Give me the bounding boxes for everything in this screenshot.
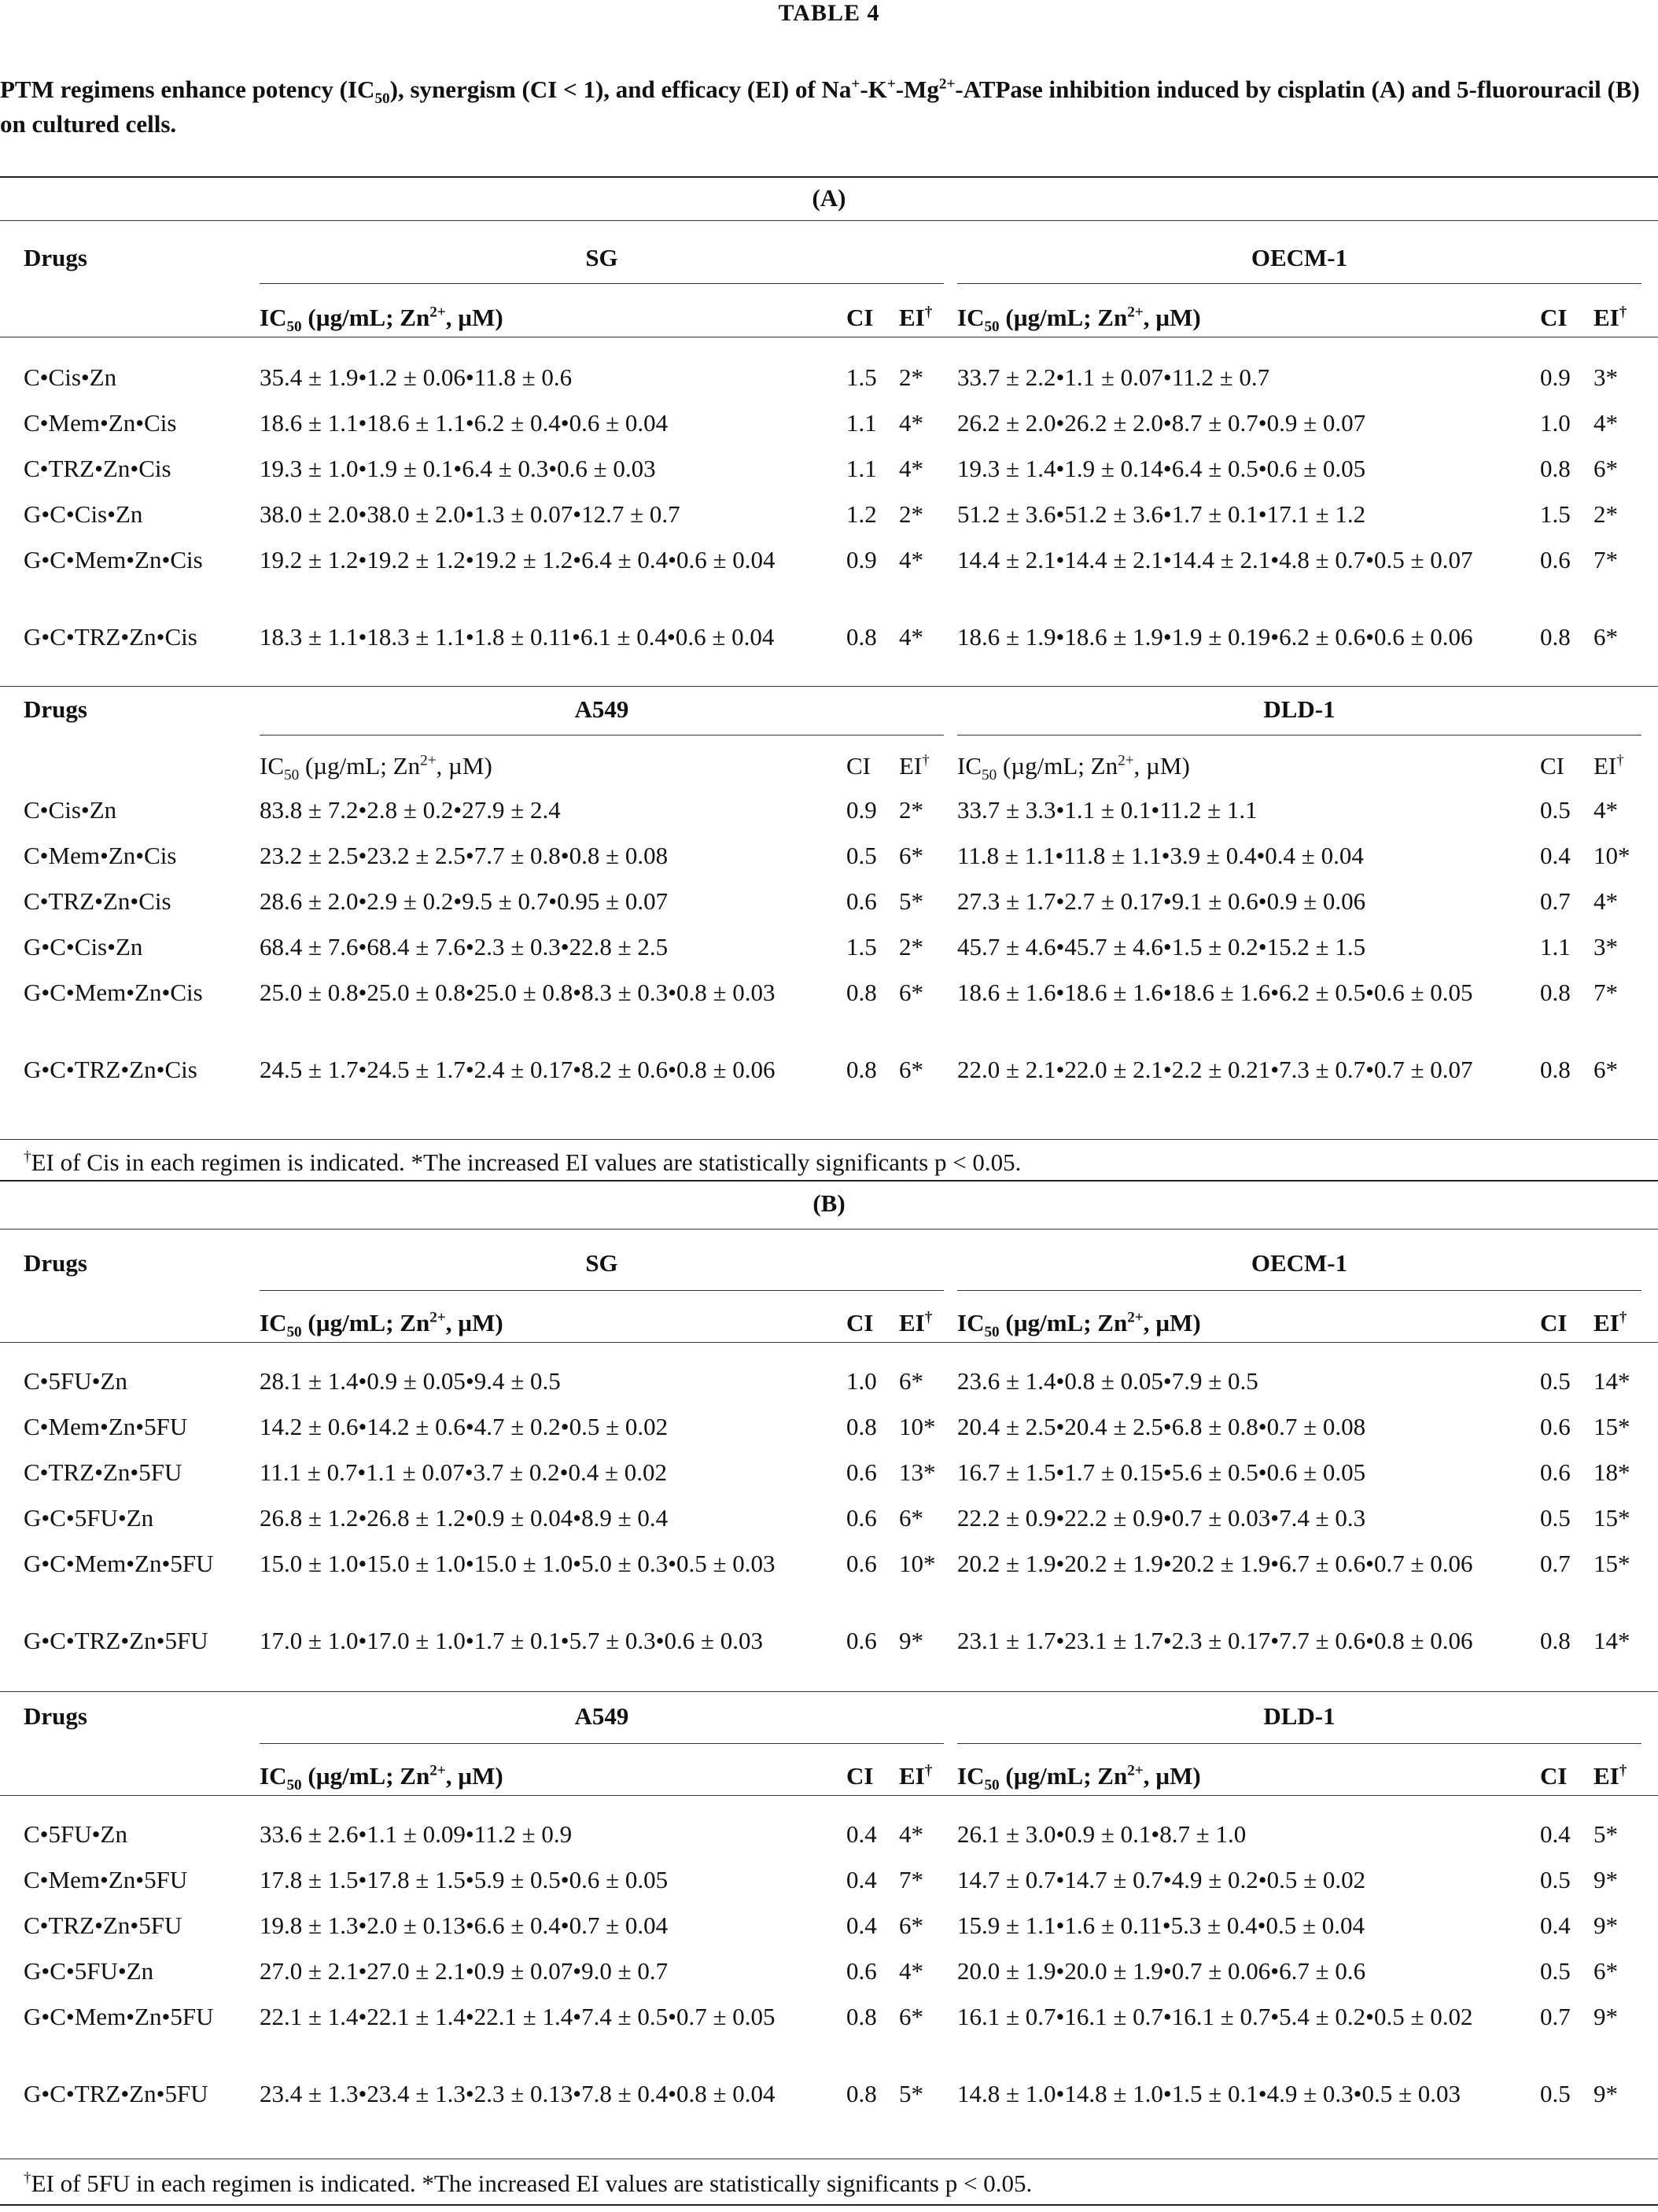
ic50-header: $IC_{50}$ (µg/mL; $Zn^{2+}$, µM) [260,304,503,336]
ci-value: 1.0 [1540,409,1571,437]
ic50-value: 18.6 ± 1.9•18.6 ± 1.9•1.9 ± 0.19•6.2 ± 0.6•0.6 ± 0.06 [957,623,1473,651]
ei-value: 2* [899,933,923,960]
drug-name: C•Mem•Zn•Cis [24,842,177,869]
ic50-value: 23.2 ± 2.5•23.2 ± 2.5•7.7 ± 0.8•0.8 ± 0.08 [260,842,669,869]
ic50-value: 18.3 ± 1.1•18.3 ± 1.1•1.8 ± 0.11•6.1 ± 0.4•0.6 ± 0.04 [260,623,775,651]
ic50-value: 18.6 ± 1.6•18.6 ± 1.6•18.6 ± 1.6•6.2 ± 0.5•0.6 ± 0.05 [957,979,1473,1006]
ei-header: EI† [1594,1762,1627,1790]
ic50-header: $IC_{50}$ (µg/mL; $Zn^{2+}$, µM) [260,1762,503,1794]
drug-name: C•TRZ•Zn•5FU [24,1912,182,1939]
ic50-header: $IC_{50}$ (µg/mL; $Zn^{2+}$, µM) [260,1309,503,1341]
ei-value: 13* [899,1458,936,1486]
ci-value: 1.2 [846,500,877,528]
ei-value: 4* [899,1820,923,1848]
cell-line-header: A549 [574,1702,629,1730]
ic50-value: 20.0 ± 1.9•20.0 ± 1.9•0.7 ± 0.06•6.7 ± 0.6 [957,1957,1366,1985]
ci-value: 0.8 [846,979,877,1006]
ei-header: EI† [1594,304,1627,331]
ci-value: 0.5 [846,842,877,869]
ei-header: EI† [899,752,930,780]
ei-value: 2* [899,796,923,824]
ci-header: CI [846,1309,874,1336]
drugs-header: Drugs [24,244,87,271]
ic50-value: 22.0 ± 2.1•22.0 ± 2.1•2.2 ± 0.21•7.3 ± 0.7•0.7 ± 0.07 [957,1056,1473,1083]
block-rule [0,1691,1658,1692]
ci-value: 0.7 [1540,2003,1571,2030]
ei-value: 4* [1594,409,1618,437]
drug-name: C•Cis•Zn [24,796,117,824]
ei-value: 14* [1594,1367,1630,1395]
ci-value: 0.8 [1540,1627,1571,1654]
ei-value: 2* [899,363,923,391]
drugs-header: Drugs [24,1702,87,1730]
ci-value: 0.5 [1540,1866,1571,1893]
ei-value: 10* [899,1413,936,1440]
ci-value: 1.5 [1540,500,1571,528]
drugs-header: Drugs [24,1249,87,1277]
ic50-value: 11.8 ± 1.1•11.8 ± 1.1•3.9 ± 0.4•0.4 ± 0.04 [957,842,1364,869]
ci-value: 1.5 [846,933,877,960]
ci-value: 1.1 [1540,933,1571,960]
ei-value: 4* [899,455,923,482]
ei-value: 4* [899,1957,923,1985]
cell-line-header: A549 [574,695,629,723]
footnote: †EI of 5FU in each regimen is indicated. *The increased EI values are statistically significants p < 0.05. [24,2170,1033,2197]
ci-value: 0.5 [1540,1957,1571,1985]
ei-value: 9* [1594,1912,1618,1939]
ci-value: 0.8 [1540,979,1571,1006]
ci-value: 0.8 [846,1056,877,1083]
ic50-value: 17.0 ± 1.0•17.0 ± 1.0•1.7 ± 0.1•5.7 ± 0.3•0.6 ± 0.03 [260,1627,763,1654]
ci-value: 0.6 [1540,1413,1571,1440]
cell-line-underline [957,1743,1641,1744]
ei-value: 7* [1594,979,1618,1006]
ci-value: 1.1 [846,409,877,437]
drug-name: C•TRZ•Zn•5FU [24,1458,182,1486]
cell-line-underline [957,1290,1641,1291]
cell-line-header: SG [585,1249,618,1277]
drug-name: G•C•5FU•Zn [24,1504,154,1532]
drug-name: C•TRZ•Zn•Cis [24,455,171,482]
ic50-header: $IC_{50}$ (µg/mL; $Zn^{2+}$, µM) [957,304,1201,336]
drug-name: G•C•Mem•Zn•Cis [24,979,203,1006]
ei-value: 15* [1594,1504,1630,1532]
ic50-value: 11.1 ± 0.7•1.1 ± 0.07•3.7 ± 0.2•0.4 ± 0.02 [260,1458,667,1486]
drug-name: G•C•Mem•Zn•Cis [24,546,203,573]
cell-line-header: DLD-1 [1263,695,1336,723]
ic50-value: 28.6 ± 2.0•2.9 ± 0.2•9.5 ± 0.7•0.95 ± 0.07 [260,887,669,915]
ei-value: 3* [1594,363,1618,391]
footnote-rule [0,1139,1658,1140]
ic50-value: 19.3 ± 1.4•1.9 ± 0.14•6.4 ± 0.5•0.6 ± 0.05 [957,455,1366,482]
ci-value: 0.9 [1540,363,1571,391]
ci-value: 0.6 [1540,1458,1571,1486]
ic50-value: 22.2 ± 0.9•22.2 ± 0.9•0.7 ± 0.03•7.4 ± 0.3 [957,1504,1366,1532]
drug-name: G•C•TRZ•Zn•5FU [24,1627,208,1654]
ci-value: 0.8 [846,2003,877,2030]
ic50-value: 51.2 ± 3.6•51.2 ± 3.6•1.7 ± 0.1•17.1 ± 1.2 [957,500,1366,528]
cell-line-underline [260,1743,944,1744]
panel-end-rule [0,1180,1658,1182]
ic50-value: 24.5 ± 1.7•24.5 ± 1.7•2.4 ± 0.17•8.2 ± 0.6•0.8 ± 0.06 [260,1056,776,1083]
ci-value: 0.7 [1540,887,1571,915]
ic50-value: 15.9 ± 1.1•1.6 ± 0.11•5.3 ± 0.4•0.5 ± 0.04 [957,1912,1365,1939]
ei-value: 6* [899,1367,923,1395]
ci-value: 0.8 [1540,1056,1571,1083]
ic50-value: 45.7 ± 4.6•45.7 ± 4.6•1.5 ± 0.2•15.2 ± 1.5 [957,933,1366,960]
ic50-value: 19.2 ± 1.2•19.2 ± 1.2•19.2 ± 1.2•6.4 ± 0.4•0.6 ± 0.04 [260,546,776,573]
cell-line-underline [260,283,944,284]
ei-value: 4* [899,409,923,437]
ci-value: 0.4 [846,1912,877,1939]
ci-value: 0.9 [846,796,877,824]
ic50-value: 19.8 ± 1.3•2.0 ± 0.13•6.6 ± 0.4•0.7 ± 0.04 [260,1912,669,1939]
ei-value: 14* [1594,1627,1630,1654]
ei-value: 7* [1594,546,1618,573]
ei-value: 2* [899,500,923,528]
panel-label-rule [0,220,1658,221]
header-rule [0,1342,1658,1343]
table-caption: PTM regimens enhance potency $(IC_{50})$, synergism (CI < 1), and efficacy (EI) of $Na^+-K^+-Mg^{2+}$-ATPase inhibition induced by cisplatin (A) and 5-fluorouracil (B) on cultured cells. [0,76,1640,138]
ei-value: 6* [899,979,923,1006]
ci-value: 0.6 [1540,546,1571,573]
panel-label-rule [0,1229,1658,1230]
ci-value: 0.6 [846,1957,877,1985]
ci-value: 1.5 [846,363,877,391]
footnote-text: EI of 5FU in each regimen is indicated. *The increased EI values are statistically significants p < 0.05. [31,2170,1033,2197]
drug-name: G•C•Mem•Zn•5FU [24,2003,214,2030]
drug-name: C•Cis•Zn [24,363,117,391]
ic50-value: 33.6 ± 2.6•1.1 ± 0.09•11.2 ± 0.9 [260,1820,573,1848]
header-rule [0,1795,1658,1796]
ic50-value: 35.4 ± 1.9•1.2 ± 0.06•11.8 ± 0.6 [260,363,573,391]
ci-value: 0.7 [1540,1550,1571,1577]
ic50-value: 68.4 ± 7.6•68.4 ± 7.6•2.3 ± 0.3•22.8 ± 2.5 [260,933,669,960]
ic50-value: 16.7 ± 1.5•1.7 ± 0.15•5.6 ± 0.5•0.6 ± 0.05 [957,1458,1366,1486]
cell-line-underline [957,283,1641,284]
drug-name: C•Mem•Zn•5FU [24,1866,188,1893]
drug-name: G•C•Mem•Zn•5FU [24,1550,214,1577]
ic50-value: 20.4 ± 2.5•20.4 ± 2.5•6.8 ± 0.8•0.7 ± 0.08 [957,1413,1366,1440]
ic50-value: 26.8 ± 1.2•26.8 ± 1.2•0.9 ± 0.04•8.9 ± 0.4 [260,1504,669,1532]
block-rule [0,686,1658,687]
ei-header: EI† [899,304,933,331]
ci-header: CI [846,1762,874,1790]
ei-value: 4* [1594,796,1618,824]
ic50-value: 17.8 ± 1.5•17.8 ± 1.5•5.9 ± 0.5•0.6 ± 0.05 [260,1866,669,1893]
ei-header: EI† [1594,1309,1627,1336]
ei-value: 15* [1594,1550,1630,1577]
ci-header: CI [1540,304,1568,331]
ci-header: CI [1540,1309,1568,1336]
ei-value: 6* [1594,623,1618,651]
ei-header: EI† [1594,752,1624,780]
ci-header: CI [1540,752,1564,780]
ci-value: 0.4 [1540,1820,1571,1848]
ic50-value: 16.1 ± 0.7•16.1 ± 0.7•16.1 ± 0.7•5.4 ± 0.2•0.5 ± 0.02 [957,2003,1473,2030]
drug-name: G•C•TRZ•Zn•Cis [24,1056,197,1083]
drug-name: C•5FU•Zn [24,1367,127,1395]
ci-value: 0.5 [1540,2080,1571,2107]
ei-value: 10* [899,1550,936,1577]
ci-value: 0.8 [1540,623,1571,651]
ci-value: 0.6 [846,1504,877,1532]
ic50-value: 25.0 ± 0.8•25.0 ± 0.8•25.0 ± 0.8•8.3 ± 0.3•0.8 ± 0.03 [260,979,776,1006]
ei-value: 9* [1594,1866,1618,1893]
ic50-value: 33.7 ± 3.3•1.1 ± 0.1•11.2 ± 1.1 [957,796,1258,824]
ic50-value: 28.1 ± 1.4•0.9 ± 0.05•9.4 ± 0.5 [260,1367,561,1395]
drug-name: G•C•5FU•Zn [24,1957,154,1985]
ei-value: 10* [1594,842,1630,869]
ic50-value: 38.0 ± 2.0•38.0 ± 2.0•1.3 ± 0.07•12.7 ± 0.7 [260,500,680,528]
cell-line-header: OECM-1 [1251,244,1348,271]
table-label: TABLE 4 [778,0,880,26]
ic50-value: 14.7 ± 0.7•14.7 ± 0.7•4.9 ± 0.2•0.5 ± 0.02 [957,1866,1366,1893]
ei-value: 3* [1594,933,1618,960]
ic50-value: 14.8 ± 1.0•14.8 ± 1.0•1.5 ± 0.1•4.9 ± 0.3•0.5 ± 0.03 [957,2080,1461,2107]
panel-end-rule [0,2204,1658,2206]
ei-value: 4* [899,623,923,651]
ci-value: 0.8 [846,1413,877,1440]
ei-value: 5* [899,887,923,915]
ei-value: 9* [1594,2003,1618,2030]
ei-value: 2* [1594,500,1618,528]
ei-value: 4* [1594,887,1618,915]
cell-line-underline [260,1290,944,1291]
ei-value: 6* [1594,455,1618,482]
ci-value: 0.4 [1540,1912,1571,1939]
ci-value: 1.0 [846,1367,877,1395]
ci-value: 0.6 [846,887,877,915]
ei-value: 9* [1594,2080,1618,2107]
panel-label: (A) [812,184,846,212]
ei-value: 5* [1594,1820,1618,1848]
drug-name: C•TRZ•Zn•Cis [24,887,171,915]
ci-value: 0.6 [846,1550,877,1577]
ic50-value: 83.8 ± 7.2•2.8 ± 0.2•27.9 ± 2.4 [260,796,561,824]
ci-value: 0.4 [846,1866,877,1893]
ic50-value: 23.6 ± 1.4•0.8 ± 0.05•7.9 ± 0.5 [957,1367,1258,1395]
ic50-value: 22.1 ± 1.4•22.1 ± 1.4•22.1 ± 1.4•7.4 ± 0.5•0.7 ± 0.05 [260,2003,776,2030]
ic50-value: 33.7 ± 2.2•1.1 ± 0.07•11.2 ± 0.7 [957,363,1270,391]
drugs-header: Drugs [24,695,87,723]
cell-line-header: OECM-1 [1251,1249,1348,1277]
ei-value: 9* [899,1627,923,1654]
ei-value: 15* [1594,1413,1630,1440]
ci-header: CI [846,304,874,331]
ic50-value: 27.3 ± 1.7•2.7 ± 0.17•9.1 ± 0.6•0.9 ± 0.06 [957,887,1366,915]
ei-value: 6* [899,1912,923,1939]
ic50-value: 23.4 ± 1.3•23.4 ± 1.3•2.3 ± 0.13•7.8 ± 0.4•0.8 ± 0.04 [260,2080,776,2107]
ci-value: 0.5 [1540,1367,1571,1395]
drug-name: C•5FU•Zn [24,1820,127,1848]
ei-value: 5* [899,2080,923,2107]
ei-value: 6* [1594,1056,1618,1083]
ei-value: 6* [899,1056,923,1083]
ic50-value: 15.0 ± 1.0•15.0 ± 1.0•15.0 ± 1.0•5.0 ± 0.3•0.5 ± 0.03 [260,1550,776,1577]
ic50-header: $IC_{50}$ (µg/mL; $Zn^{2+}$, µM) [957,752,1190,784]
ic50-value: 18.6 ± 1.1•18.6 ± 1.1•6.2 ± 0.4•0.6 ± 0.04 [260,409,669,437]
ic50-value: 27.0 ± 2.1•27.0 ± 2.1•0.9 ± 0.07•9.0 ± 0.7 [260,1957,669,1985]
drug-name: C•Mem•Zn•Cis [24,409,177,437]
ic50-value: 14.2 ± 0.6•14.2 ± 0.6•4.7 ± 0.2•0.5 ± 0.02 [260,1413,669,1440]
ci-header: CI [1540,1762,1568,1790]
ci-value: 0.4 [1540,842,1571,869]
ic50-value: 26.1 ± 3.0•0.9 ± 0.1•8.7 ± 1.0 [957,1820,1247,1848]
cell-line-header: DLD-1 [1263,1702,1336,1730]
ei-header: EI† [899,1762,933,1790]
ci-value: 1.1 [846,455,877,482]
drug-name: G•C•TRZ•Zn•Cis [24,623,197,651]
ei-value: 6* [1594,1957,1618,1985]
ci-value: 0.6 [846,1627,877,1654]
ic50-value: 14.4 ± 2.1•14.4 ± 2.1•14.4 ± 2.1•4.8 ± 0.7•0.5 ± 0.07 [957,546,1473,573]
footnote-text: EI of Cis in each regimen is indicated. *The increased EI values are statistically significants p < 0.05. [31,1148,1022,1176]
ci-header: CI [846,752,871,780]
ei-value: 6* [899,1504,923,1532]
ei-value: 6* [899,2003,923,2030]
ic50-header: $IC_{50}$ (µg/mL; $Zn^{2+}$, µM) [957,1309,1201,1341]
ci-value: 0.6 [846,1458,877,1486]
ci-value: 0.8 [1540,455,1571,482]
ci-value: 0.8 [846,2080,877,2107]
ei-value: 18* [1594,1458,1630,1486]
ic50-header: $IC_{50}$ (µg/mL; $Zn^{2+}$, µM) [957,1762,1201,1794]
ci-value: 0.4 [846,1820,877,1848]
ei-value: 7* [899,1866,923,1893]
drug-name: G•C•TRZ•Zn•5FU [24,2080,208,2107]
ei-value: 4* [899,546,923,573]
ic50-value: 23.1 ± 1.7•23.1 ± 1.7•2.3 ± 0.17•7.7 ± 0.6•0.8 ± 0.06 [957,1627,1473,1654]
ci-value: 0.5 [1540,796,1571,824]
drug-name: G•C•Cis•Zn [24,933,143,960]
footnote: †EI of Cis in each regimen is indicated. *The increased EI values are statistically significants p < 0.05. [24,1148,1022,1176]
drug-name: G•C•Cis•Zn [24,500,143,528]
ic50-value: 19.3 ± 1.0•1.9 ± 0.1•6.4 ± 0.3•0.6 ± 0.03 [260,455,656,482]
ci-value: 0.5 [1540,1504,1571,1532]
ic50-value: 20.2 ± 1.9•20.2 ± 1.9•20.2 ± 1.9•6.7 ± 0.6•0.7 ± 0.06 [957,1550,1473,1577]
ei-header: EI† [899,1309,933,1336]
ic50-header: $IC_{50}$ (µg/mL; $Zn^{2+}$, µM) [260,752,492,784]
ei-value: 6* [899,842,923,869]
cell-line-header: SG [585,244,618,271]
panel-label: (B) [812,1189,846,1217]
ic50-value: 26.2 ± 2.0•26.2 ± 2.0•8.7 ± 0.7•0.9 ± 0.07 [957,409,1366,437]
ci-value: 0.8 [846,623,877,651]
drug-name: C•Mem•Zn•5FU [24,1413,188,1440]
ci-value: 0.9 [846,546,877,573]
top-rule [0,176,1658,178]
